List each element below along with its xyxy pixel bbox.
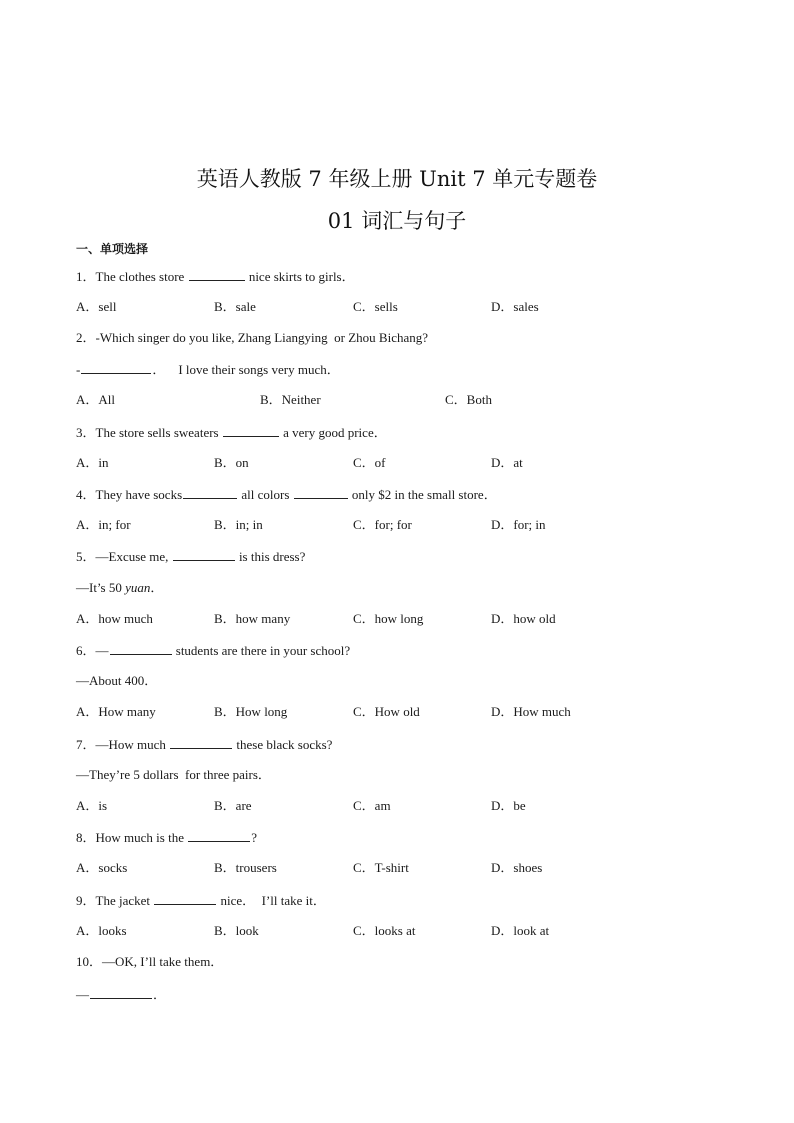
document-subtitle: 01 词汇与句子 [327,209,467,233]
q6-option-a[interactable]: A．How many [76,704,156,719]
question-10: 10．—OK, I’ll take them． [76,954,224,969]
answer-blank[interactable] [223,424,279,437]
question-7-answer: —They’re 5 dollars for three pairs． [76,767,271,782]
question-2-answer: - ． I love their songs very much． [76,362,340,377]
answer-blank[interactable] [173,548,235,561]
q1-option-c[interactable]: C．sells [353,299,398,314]
q7-option-a[interactable]: A．is [76,798,108,813]
question-7: 7．—How much these black socks? [76,737,333,752]
document-title: 英语人教版 7 年级上册 Unit 7 单元专题卷 [196,167,598,191]
q8-option-c[interactable]: C．T-shirt [353,860,409,875]
q1-option-d[interactable]: D．sales [491,299,539,314]
question-5-answer: —It’s 50 yuan． [76,580,164,595]
q2-option-a[interactable]: A．All [76,392,116,407]
q3-option-c[interactable]: C．of [353,455,386,470]
q3-option-b[interactable]: B．on [214,455,249,470]
q1-option-b[interactable]: B．sale [214,299,256,314]
answer-blank[interactable] [110,642,172,655]
question-5: 5．—Excuse me, is this dress? [76,549,306,564]
q4-option-d[interactable]: D．for; in [491,517,546,532]
section-heading: 一、单项选择 [76,242,149,256]
q9-option-d[interactable]: D．look at [491,923,550,938]
answer-blank[interactable] [81,361,151,374]
answer-blank[interactable] [188,829,250,842]
q3-option-d[interactable]: D．at [491,455,523,470]
q5-option-a[interactable]: A．how much [76,611,153,626]
question-10-answer: — ． [76,987,167,1002]
question-2: 2．-Which singer do you like, Zhang Liangying or Zhou Bichang? [76,330,429,345]
q5-option-b[interactable]: B．how many [214,611,291,626]
q9-option-a[interactable]: A．looks [76,923,127,938]
q2-option-c[interactable]: C．Both [445,392,492,407]
q6-option-c[interactable]: C．How old [353,704,420,719]
question-9: 9．The jacket nice． I’ll take it． [76,893,326,908]
q1-option-a[interactable]: A．sell [76,299,117,314]
q8-option-b[interactable]: B．trousers [214,860,277,875]
q9-option-c[interactable]: C．looks at [353,923,416,938]
q7-option-d[interactable]: D．be [491,798,526,813]
q7-option-c[interactable]: C．am [353,798,391,813]
q5-option-d[interactable]: D．how old [491,611,556,626]
q6-option-d[interactable]: D．How much [491,704,571,719]
q3-option-a[interactable]: A．in [76,455,109,470]
question-6: 6．— students are there in your school? [76,643,351,658]
question-1: 1．The clothes store nice skirts to girls． [76,269,355,284]
q4-option-b[interactable]: B．in; in [214,517,263,532]
answer-blank[interactable] [170,736,232,749]
q5-option-c[interactable]: C．how long [353,611,424,626]
answer-blank[interactable] [294,486,348,499]
question-4: 4．They have socks all colors only $2 in the small store． [76,487,497,502]
q8-option-d[interactable]: D．shoes [491,860,543,875]
q4-option-c[interactable]: C．for; for [353,517,412,532]
q7-option-b[interactable]: B．are [214,798,252,813]
question-3: 3．The store sells sweaters a very good price． [76,425,387,440]
answer-blank[interactable] [183,486,237,499]
q4-option-a[interactable]: A．in; for [76,517,131,532]
q2-option-b[interactable]: B．Neither [260,392,321,407]
question-8: 8．How much is the ? [76,830,257,845]
q9-option-b[interactable]: B．look [214,923,259,938]
q8-option-a[interactable]: A．socks [76,860,128,875]
q6-option-b[interactable]: B．How long [214,704,288,719]
answer-blank[interactable] [154,892,216,905]
question-6-answer: —About 400． [76,673,158,688]
answer-blank[interactable] [189,268,245,281]
answer-blank[interactable] [90,986,152,999]
